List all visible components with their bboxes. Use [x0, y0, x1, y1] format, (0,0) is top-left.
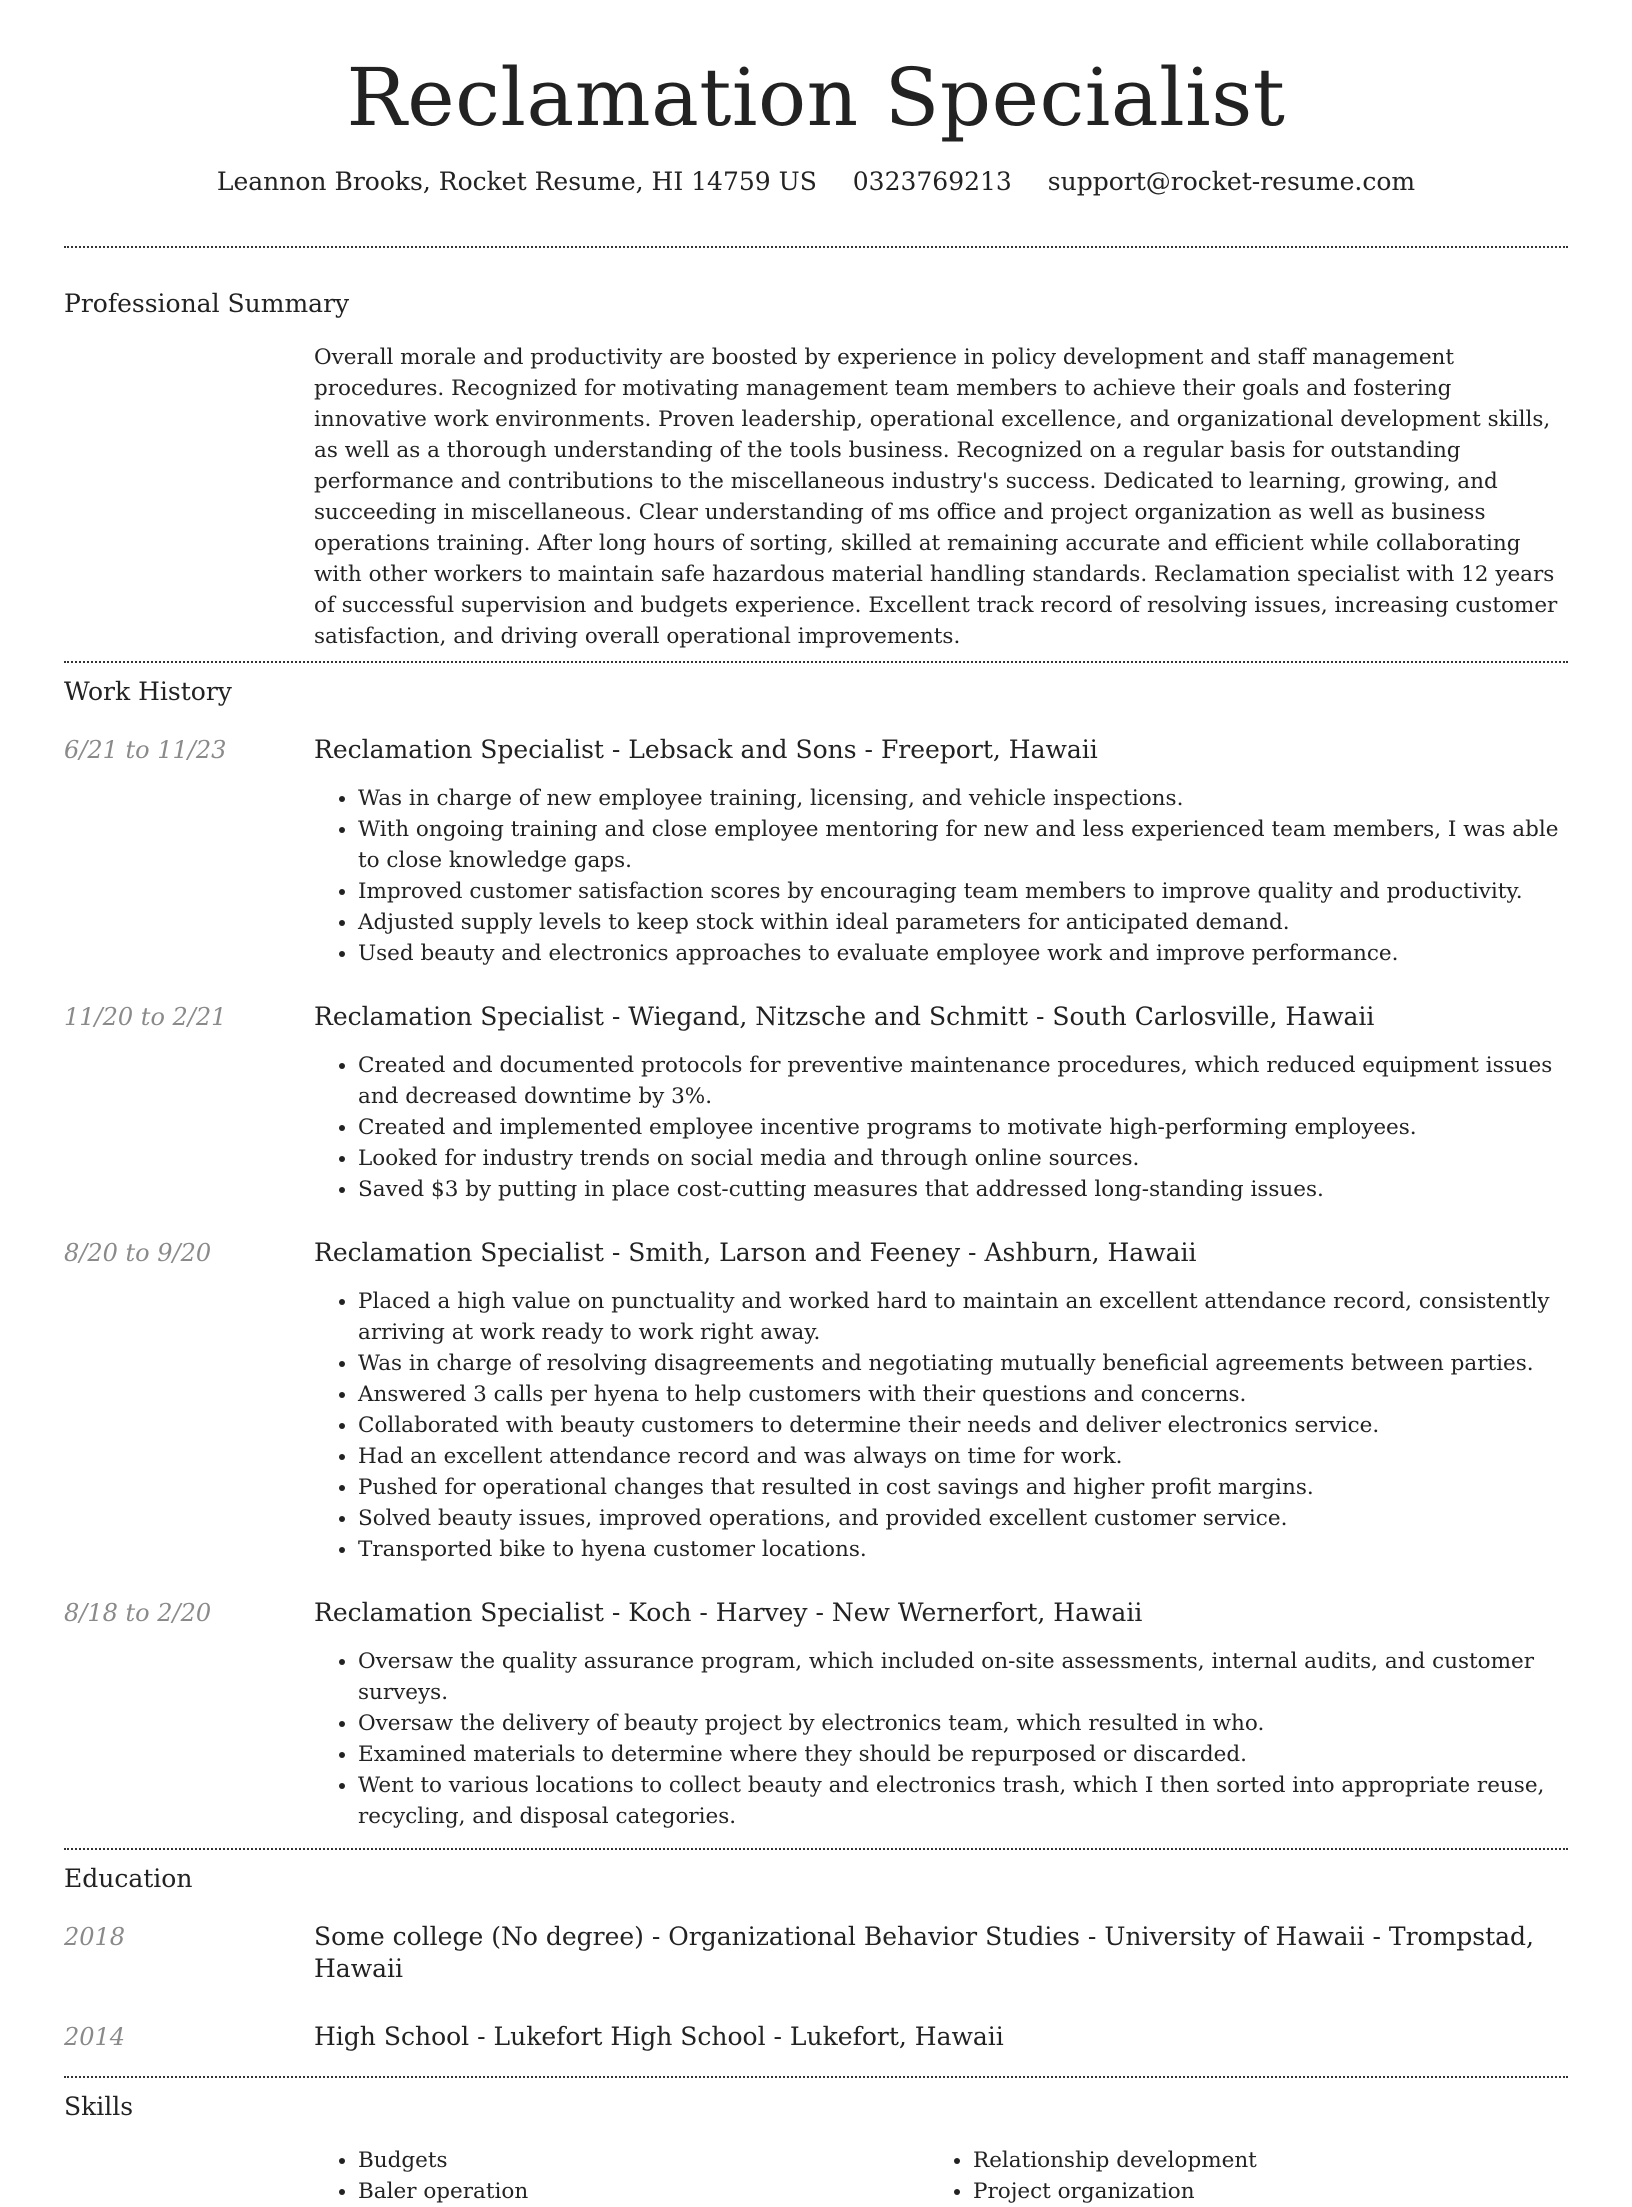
contact-line — [64, 164, 1568, 200]
summary-row — [64, 342, 1568, 652]
job-bullets — [314, 1646, 1568, 1832]
resume-page — [64, 0, 1568, 2207]
job-dates: 6/21 to 11/23 — [64, 736, 227, 764]
skills-heading: Skills — [64, 2092, 134, 2121]
divider — [64, 2076, 1568, 2078]
job-entry — [64, 1001, 1568, 1205]
job-bullets — [314, 1286, 1568, 1565]
skills-columns — [314, 2145, 1568, 2207]
job-bullet: • Placed a high value on punctuality and worked hard to maintain an excellent attendance record, consistently arriving at work ready to work right away. — [358, 1286, 1568, 1348]
job-entry — [64, 1597, 1568, 1832]
job-bullet: • Saved $3 by putting in place cost-cutting measures that addressed long-standing issues. — [358, 1174, 1568, 1205]
skills-column-1 — [314, 2145, 929, 2207]
contact-email: support@rocket-resume.com — [1047, 167, 1416, 196]
job-bullet: • Went to various locations to collect beauty and electronics trash, which I then sorted into appropriate reuse, recycling, and disposal categories. — [358, 1770, 1568, 1832]
job-entry — [64, 734, 1568, 969]
job-dates: 8/20 to 9/20 — [64, 1239, 212, 1267]
job-bullet: • Was in charge of new employee training, licensing, and vehicle inspections. — [358, 783, 1568, 814]
job-bullet: • Had an excellent attendance record and was always on time for work. — [358, 1441, 1568, 1472]
job-bullets — [314, 1050, 1568, 1205]
job-bullet: • Solved beauty issues, improved operations, and provided excellent customer service. — [358, 1503, 1568, 1534]
skill-item: • Relationship development — [973, 2145, 1544, 2176]
education-entry — [64, 1921, 1568, 1985]
skill-item: • Baler operation — [358, 2176, 929, 2207]
education-year: 2014 — [64, 2023, 126, 2051]
job-dates: 11/20 to 2/21 — [64, 1003, 227, 1031]
summary-text: Overall morale and productivity are boosted by experience in policy development and staff management procedures. Recognized for motivating management team members to achieve their goals and fostering innovative work environments. Proven leadership, operational excellence, and organizational development skills, as well as a thorough understanding of the tools business. Recognized on a regular basis for outstanding performance and contributions to the miscellaneous industry's success. Dedicated to learning, growing, and succeeding in miscellaneous. Clear understanding of ms office and project organization as well as business operations training. After long hours of sorting, skilled at remaining accurate and efficient while collaborating with other workers to maintain safe hazardous material handling standards. Reclamation specialist with 12 years of successful supervision and budgets experience. Excellent track record of resolving issues, increasing customer satisfaction, and driving overall operational improvements. — [314, 345, 1558, 649]
divider — [64, 661, 1568, 663]
job-bullet: • Answered 3 calls per hyena to help customers with their questions and concerns. — [358, 1379, 1568, 1410]
job-bullet: • Used beauty and electronics approaches to evaluate employee work and improve performance. — [358, 938, 1568, 969]
job-bullet: • Oversaw the quality assurance program, which included on-site assessments, internal audits, and customer surveys. — [358, 1646, 1568, 1708]
job-bullet: • Adjusted supply levels to keep stock within ideal parameters for anticipated demand. — [358, 907, 1568, 938]
skill-item: • Budgets — [358, 2145, 929, 2176]
resume-title: Reclamation Specialist — [346, 51, 1286, 144]
skills-row — [64, 2145, 1568, 2207]
contact-address: Leannon Brooks, Rocket Resume, HI 14759 US — [216, 167, 817, 196]
job-entry — [64, 1237, 1568, 1565]
job-bullet: • Improved customer satisfaction scores by encouraging team members to improve quality and productivity. — [358, 876, 1568, 907]
job-bullet: • Collaborated with beauty customers to determine their needs and deliver electronics service. — [358, 1410, 1568, 1441]
work-history-heading: Work History — [64, 677, 232, 706]
job-bullet: • Created and implemented employee incentive programs to motivate high-performing employees. — [358, 1112, 1568, 1143]
skill-item: • Project organization — [973, 2176, 1544, 2207]
job-bullet: • Was in charge of resolving disagreements and negotiating mutually beneficial agreements between parties. — [358, 1348, 1568, 1379]
education-text: Some college (No degree) - Organizational Behavior Studies - University of Hawaii - Trompstad, Hawaii — [314, 1922, 1535, 1983]
job-title: Reclamation Specialist - Smith, Larson and Feeney - Ashburn, Hawaii — [314, 1238, 1197, 1267]
job-title: Reclamation Specialist - Koch - Harvey - New Wernerfort, Hawaii — [314, 1598, 1143, 1627]
job-bullet: • Examined materials to determine where they should be repurposed or discarded. — [358, 1739, 1568, 1770]
job-bullet: • Looked for industry trends on social media and through online sources. — [358, 1143, 1568, 1174]
education-year: 2018 — [64, 1923, 126, 1951]
job-title: Reclamation Specialist - Wiegand, Nitzsche and Schmitt - South Carlosville, Hawaii — [314, 1002, 1375, 1031]
job-bullet: • Transported bike to hyena customer locations. — [358, 1534, 1568, 1565]
education-text: High School - Lukefort High School - Lukefort, Hawaii — [314, 2022, 1004, 2051]
job-bullet: • Pushed for operational changes that resulted in cost savings and higher profit margins. — [358, 1472, 1568, 1503]
education-entry — [64, 2021, 1568, 2053]
divider — [64, 1848, 1568, 1850]
job-bullet: • With ongoing training and close employee mentoring for new and less experienced team members, I was able to close knowledge gaps. — [358, 814, 1568, 876]
job-bullet: • Created and documented protocols for preventive maintenance procedures, which reduced equipment issues and decreased downtime by 3%. — [358, 1050, 1568, 1112]
contact-phone: 0323769213 — [852, 167, 1012, 196]
job-title: Reclamation Specialist - Lebsack and Sons - Freeport, Hawaii — [314, 735, 1098, 764]
education-heading: Education — [64, 1864, 193, 1893]
job-dates: 8/18 to 2/20 — [64, 1599, 212, 1627]
divider — [64, 246, 1568, 248]
job-bullets — [314, 783, 1568, 969]
skills-column-2 — [929, 2145, 1544, 2207]
summary-heading: Professional Summary — [64, 289, 350, 318]
job-bullet: • Oversaw the delivery of beauty project by electronics team, which resulted in who. — [358, 1708, 1568, 1739]
